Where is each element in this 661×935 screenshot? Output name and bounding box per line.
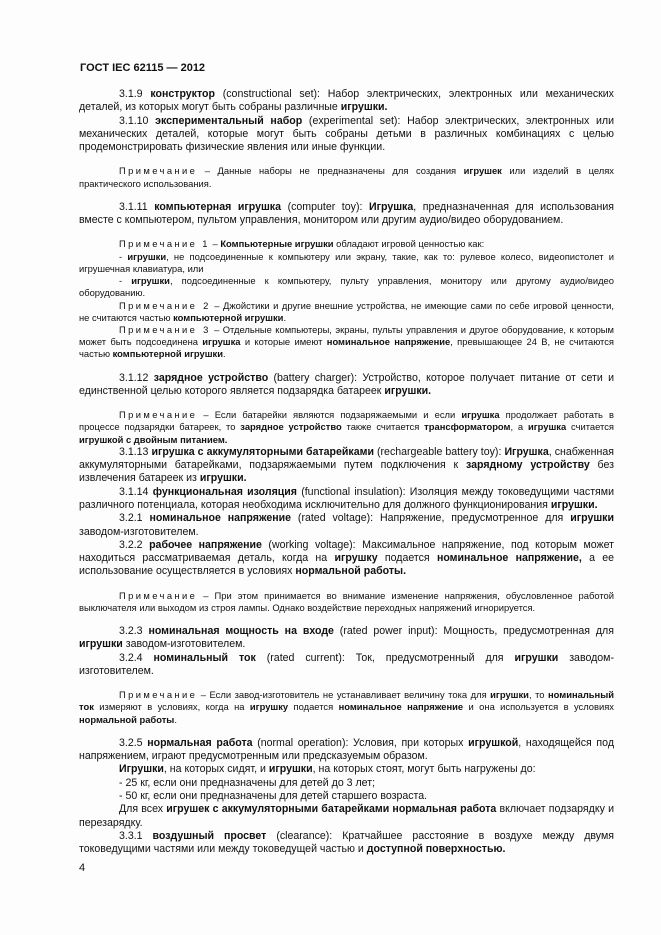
clause-3-1-14 — [79, 486, 614, 513]
text-run: 3.2.5 — [119, 736, 148, 749]
text-run: 3.1.11 — [119, 200, 155, 213]
text-run: также считается — [341, 421, 425, 433]
bold-term: номинальное напряжение, — [436, 552, 582, 565]
bold-term: игрушка — [527, 421, 567, 433]
text-run: а ее использование осуществляется в условиях — [79, 552, 615, 578]
bold-term: игрушка — [202, 336, 241, 348]
text-run: , на которых сидят, и — [163, 763, 269, 776]
text-run: без извлечения батареек из — [79, 459, 614, 485]
page-content — [79, 88, 614, 857]
clause-3-1-10 — [79, 115, 614, 155]
note-3-3-1-11 — [79, 324, 614, 361]
text-run: 3.1.13 — [119, 445, 152, 458]
bold-term: доступной поверхностью. — [366, 843, 506, 856]
bold-term: игрушки — [514, 651, 559, 664]
text-run: , превышающее 24 В, не считаются частью — [79, 336, 614, 360]
text-run: включает подзарядку и перезарядку. — [79, 803, 614, 829]
clause-3-2-5-charging — [79, 803, 614, 830]
note-3-2-2 — [79, 590, 614, 614]
text-run: заводом-изготовителем. — [122, 638, 246, 651]
bold-term: компьютерной игрушки — [112, 348, 223, 360]
note-2-3-1-11 — [79, 300, 614, 324]
bold-term: номинальное напряжение — [338, 701, 464, 713]
note-1-item-1 — [79, 251, 614, 275]
bold-term: игрушкой с двойным питанием. — [79, 433, 228, 445]
clause-3-2-5-load — [79, 763, 614, 776]
bold-term: игрушки — [268, 763, 313, 776]
clause-3-1-9 — [79, 88, 614, 115]
text-run: и она используется в условиях — [463, 701, 614, 713]
text-run: , то — [528, 689, 548, 701]
text-run: и которые имеют — [240, 336, 327, 348]
text-run: – Если завод-изготовитель не устанавливает величину тока для — [197, 689, 491, 701]
bold-term: рабочее напряжение — [149, 538, 262, 551]
text-run: , а — [510, 421, 528, 433]
text-run: подается — [377, 552, 437, 565]
bold-term: игрушка — [461, 409, 500, 421]
text-run: - 25 кг, если они предназначены для детей до 3 лет; — [119, 776, 376, 789]
standard-header: ГОСТ IEC 62115 — 2012 — [80, 62, 206, 74]
bold-term: компьютерная игрушка — [154, 200, 282, 213]
text-run: 3.1.14 — [119, 485, 153, 498]
bold-term: Игрушка — [504, 445, 549, 458]
text-run: – Если батарейки являются подзаряжаемыми и если — [197, 409, 462, 421]
text-run: (rated current): Ток, предусмотренный для — [255, 651, 515, 664]
note-label: Примечание 3 — [119, 323, 211, 335]
note-1-3-1-11 — [79, 238, 614, 250]
bold-term: игрушку — [334, 552, 378, 565]
text-run: . — [283, 311, 287, 323]
text-run: (clearance): Кратчайшее расстояние в воздухе между двумя токоведущими частями или между токоведущей частью и — [79, 829, 614, 856]
clause-3-1-11 — [79, 201, 614, 228]
text-run: – Джойстики и другие внешние устройства, не имеющие сами по себе игровой ценности, не считаются частью — [79, 299, 614, 323]
text-run: продолжает работать в процессе подзарядки батареек, то — [79, 409, 614, 433]
text-run: (functional insulation): Изоляция между токоведущими частями различного потенциала, которая необходима исключительно для должного функционирования — [79, 485, 614, 511]
note-3-1-10 — [79, 165, 614, 189]
text-run: – — [209, 238, 221, 250]
note-label: Примечание — [119, 165, 198, 177]
text-run: , не подсоединенные к компьютеру или экрану, такие, как то: рулевое колесо, видеопистолет и игрушечная клавиатура, или — [79, 250, 615, 274]
bold-term: экспериментальный набор — [155, 114, 303, 127]
clause-3-3-1 — [79, 830, 614, 857]
text-run: 3.1.9 — [119, 88, 151, 100]
text-run: 3.1.12 — [119, 371, 154, 384]
text-run: (constructional set): Набор электрических, электронных или механических деталей, из которых могут быть собраны различные — [79, 88, 614, 114]
bold-term: игрушки — [131, 275, 170, 287]
bold-term: трансформатором — [424, 421, 511, 433]
note-3-2-4 — [79, 689, 614, 726]
bold-term: конструктор — [150, 88, 215, 100]
text-run: или изделий в целях практического использования. — [79, 165, 614, 189]
bold-term: номинальный ток — [79, 689, 614, 713]
text-run: (experimental set): Набор электрических, электронных или механических деталей, которые могут быть собраны детьми в различных комбинациях с целью продемонстрировать физические явления или иные функции. — [79, 114, 614, 154]
bold-term: Компьютерные игрушки — [220, 238, 334, 250]
text-run: 3.2.3 — [119, 625, 149, 638]
text-run: (computer toy): — [281, 200, 369, 213]
bold-term: игрушек — [463, 165, 502, 177]
text-run: считается — [566, 421, 614, 433]
bold-term: номинальное напряжение — [149, 512, 292, 525]
text-run: заводом-изготовителем. — [79, 525, 199, 538]
text-run: - — [119, 275, 132, 287]
load-item-50kg — [79, 790, 614, 803]
bold-term: Игрушка — [368, 200, 414, 213]
note-label: Примечание — [119, 409, 198, 421]
text-run: (battery charger): Устройство, которое получает питание от сети и единственной целью которого является подзарядка батареек — [79, 371, 614, 397]
text-run: Для всех — [119, 803, 167, 816]
text-run: . — [174, 713, 177, 725]
text-run: , подсоединенные к компьютеру, пульту управления, монитору или другому аудио/видео оборудованию. — [79, 275, 614, 299]
bold-term: нормальная работа — [147, 736, 253, 749]
text-run: , на которых стоят, могут быть нагружены до: — [312, 763, 536, 776]
clause-3-1-12 — [79, 372, 614, 399]
clause-3-1-13 — [79, 446, 614, 486]
text-run: , предназначенная для использования вместе с компьютером, пультом управления, монитором или другим аудио/видео оборудованием. — [79, 200, 614, 227]
bold-term: игрушки. — [550, 498, 598, 511]
text-run: (rated power input): Мощность, предусмотренная для — [333, 625, 614, 638]
text-run: (rechargeable battery toy): — [373, 445, 505, 458]
note-label: Примечание 2 — [119, 299, 211, 311]
text-run: заводом-изготовителем. — [79, 651, 614, 677]
bold-term: зарядное устройство — [153, 371, 269, 384]
text-run: 3.2.4 — [119, 651, 154, 664]
text-run: , находящейся под напряжением, играют предусмотренным или предсказуемым образом. — [79, 736, 614, 763]
bold-term: игрушки — [127, 250, 167, 262]
bold-term: зарядному устройству — [465, 459, 590, 472]
text-run: (working voltage): Максимальное напряжение, под которым может находиться рассматриваемая деталь, когда на — [79, 538, 614, 565]
bold-term: игрушка с аккумуляторными батарейками — [151, 445, 374, 458]
clause-3-2-1 — [79, 512, 614, 539]
text-run: – Отдельные компьютеры, экраны, пульты управления и другое оборудование, к которым может быть подсоединена — [79, 323, 614, 348]
note-label: Примечание — [119, 589, 198, 601]
text-run: подается — [288, 701, 339, 713]
bold-term: игрушки — [79, 638, 123, 651]
bold-term: компьютерной игрушки — [173, 311, 284, 323]
bold-term: номинальная мощность на входе — [148, 625, 334, 638]
bold-term: воздушный просвет — [152, 829, 267, 842]
bold-term: номинальный ток — [153, 651, 256, 664]
text-run: измеряют в условиях, когда на — [93, 701, 250, 713]
text-run: - — [119, 250, 128, 262]
text-run: (rated voltage): Напряжение, предусмотренное для — [291, 512, 571, 525]
bold-term: игрушки. — [384, 384, 432, 397]
load-item-25kg — [79, 777, 614, 790]
text-run: . — [222, 348, 226, 360]
bold-term: игрушек с аккумуляторными батарейками нормальная работа — [166, 803, 497, 816]
bold-term: нормальной работы — [79, 713, 175, 725]
bold-term: игрушки — [490, 689, 529, 701]
note-3-1-12 — [79, 409, 614, 446]
text-run: , снабженная аккумуляторными батарейками, подзаряжаемыми путем подключения к — [79, 445, 614, 472]
text-run: 3.2.1 — [119, 512, 150, 525]
text-run: 3.3.1 — [119, 829, 153, 842]
note-1-item-2 — [79, 275, 614, 299]
bold-term: игрушки. — [340, 101, 388, 114]
text-run: - 50 кг, если они предназначены для детей старшего возраста. — [119, 790, 428, 803]
bold-term: игрушки. — [199, 472, 247, 485]
bold-term: игрушкой — [468, 736, 519, 749]
bold-term: нормальной работы. — [295, 565, 407, 578]
bold-term: функциональная изоляция — [152, 485, 297, 498]
bold-term: игрушку — [249, 701, 289, 713]
text-run: – Данные наборы не предназначены для создания — [197, 165, 464, 177]
text-run: 3.2.2 — [119, 538, 150, 551]
text-run: обладают игровой ценностью как: — [333, 238, 485, 250]
bold-term: игрушки — [570, 512, 614, 525]
clause-3-2-4 — [79, 652, 614, 679]
note-label: Примечание 1 — [119, 238, 210, 250]
text-run: 3.1.10 — [119, 114, 156, 127]
text-run: (normal operation): Условия, при которых — [252, 736, 469, 749]
clause-3-2-3 — [79, 625, 614, 652]
bold-term: Игрушки — [119, 763, 164, 776]
bold-term: номинальное напряжение — [326, 336, 451, 348]
clause-3-2-2 — [79, 539, 614, 579]
clause-3-2-5 — [79, 737, 614, 764]
text-run: – При этом принимается во внимание изменение напряжения, обусловленное работой выключателя или выходом из строя лампы. Однако воздействие переходных напряжений игнорируется. — [79, 589, 614, 613]
bold-term: зарядное устройство — [240, 421, 342, 433]
page-number: 4 — [79, 862, 86, 874]
note-label: Примечание — [119, 689, 198, 701]
